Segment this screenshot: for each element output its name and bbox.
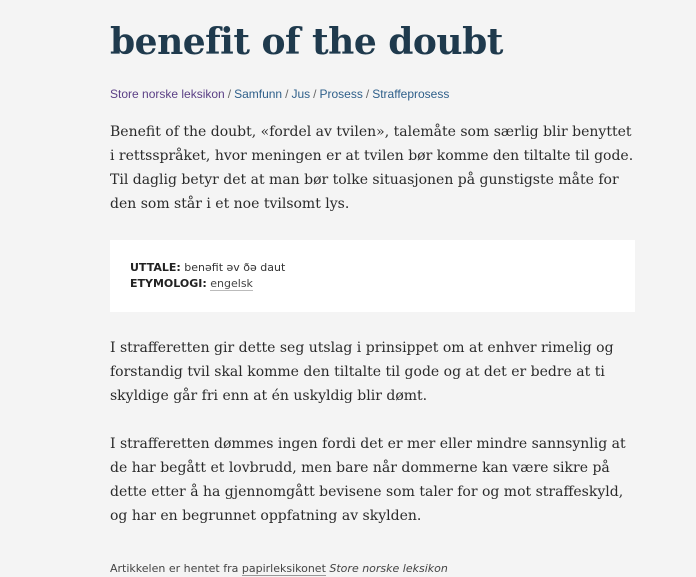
body-paragraph-3: I strafferetten dømmes ingen fordi det er mer eller mindre sannsynlig at de har begått et lovbrudd, men bare når dommerne kan være sikre på dette etter å ha gjennomgått bevisene som taler for og mot straffeskyld, og har en begrunnet oppfatning av skylden. bbox=[110, 436, 626, 524]
breadcrumb-item-straffeprosess[interactable]: Straffeprosess bbox=[372, 87, 450, 101]
pronunciation-row bbox=[130, 260, 615, 276]
breadcrumb-item-snl[interactable]: Store norske leksikon bbox=[110, 87, 225, 101]
source-link[interactable]: papirleksikonet bbox=[241, 562, 326, 575]
etymology-link[interactable]: engelsk bbox=[210, 277, 253, 290]
source-work: Store norske leksikon bbox=[329, 562, 448, 575]
pronunciation-value: benəfit əv ðə daut bbox=[184, 261, 286, 274]
etymology-label: ETYMOLOGI: bbox=[130, 277, 207, 290]
page-title: benefit of the doubt bbox=[110, 21, 503, 63]
pronunciation-label: UTTALE: bbox=[130, 261, 181, 274]
fact-box bbox=[110, 240, 635, 312]
breadcrumb-separator: / bbox=[227, 87, 232, 101]
source-prefix: Artikkelen er hentet fra bbox=[110, 562, 242, 575]
breadcrumb-separator: / bbox=[365, 87, 370, 101]
breadcrumb bbox=[110, 86, 636, 102]
breadcrumb-separator: / bbox=[313, 87, 317, 101]
breadcrumb-separator: / bbox=[285, 87, 289, 101]
breadcrumb-item-samfunn[interactable]: Samfunn bbox=[234, 87, 283, 101]
source-note bbox=[110, 561, 636, 577]
intro-paragraph: Benefit of the doubt, «fordel av tvilen», talemåte som særlig blir benyttet i rettsspråket, hvor meningen er at tvilen bør komme den tiltalte til gode. Til daglig betyr det at man bør tolke situasjonen på gunstigste måte for den som står i et noe tvilsomt lys. bbox=[110, 124, 634, 212]
etymology-row bbox=[130, 276, 615, 292]
body-paragraph-2: I strafferetten gir dette seg utslag i prinsippet om at enhver rimelig og forstandig tvil skal komme den tiltalte til gode og at det er bedre at ti skyldige går fri enn at én uskyldig blir dømt. bbox=[110, 340, 614, 404]
breadcrumb-item-jus[interactable]: Jus bbox=[291, 87, 311, 101]
breadcrumb-item-prosess[interactable]: Prosess bbox=[319, 87, 363, 101]
